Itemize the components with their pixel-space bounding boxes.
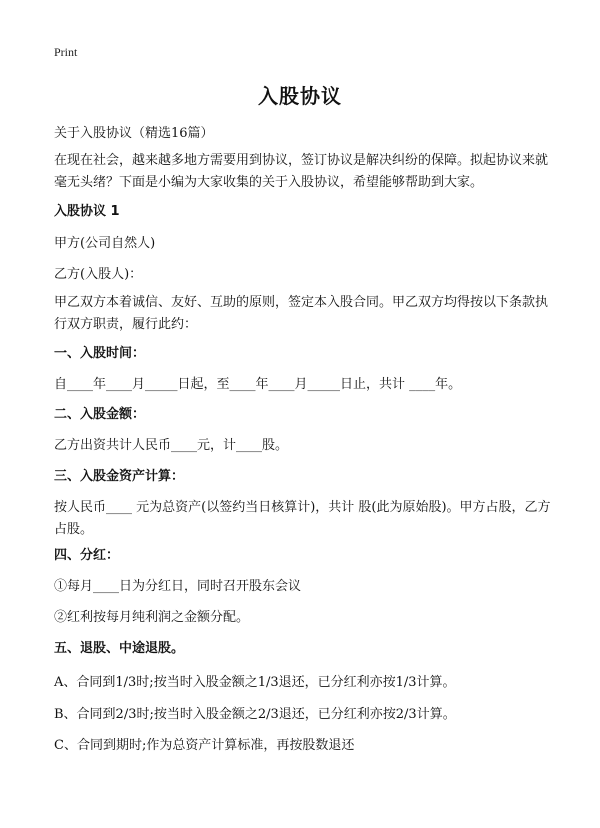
print-label: Print xyxy=(54,45,78,59)
clause4-item-1: ①每月____日为分红日，同时召开股东会议 xyxy=(54,579,302,594)
clause2-heading: 二、入股金额： xyxy=(54,407,146,422)
document-title: 入股协议 xyxy=(258,84,342,108)
clause2-text: 乙方出资共计人民币____元，计____股。 xyxy=(54,438,289,453)
party-b: 乙方(入股人)： xyxy=(54,267,143,282)
clause4-item-2: ②红利按每月纯利润之金额分配。 xyxy=(54,610,250,625)
clause5-item-b: B、合同到2/3时;按当时入股金额之2/3退还，已分红利亦按2/3计算。 xyxy=(54,707,456,722)
preamble-paragraph: 甲乙双方本着诚信、友好、互助的原则，签定本入股合同。甲乙双方均得按以下条款执行双方职责，履行此约： xyxy=(54,295,549,332)
clause3-text: 按人民币____ 元为总资产(以签约当日核算计)，共计 股(此为原始股)。甲方占股，乙方占股。 xyxy=(54,500,551,537)
clause5-item-a: A、合同到1/3时;按当时入股金额之1/3退还，已分红利亦按1/3计算。 xyxy=(54,675,456,690)
clause4-heading: 四、分红： xyxy=(54,548,120,563)
clause5-heading: 五、退股、中途退股。 xyxy=(54,641,185,656)
clause1-heading: 一、入股时间： xyxy=(54,346,146,361)
clause3-heading: 三、入股金资产计算： xyxy=(54,469,185,484)
section-title: 入股协议 1 xyxy=(54,204,120,219)
clause5-item-c: C、合同到期时;作为总资产计算标准，再按股数退还 xyxy=(54,738,355,753)
intro-paragraph: 在现在社会，越来越多地方需要用到协议，签订协议是解决纠纷的保障。拟起协议来就毫无头绪？下面是小编为大家收集的关于入股协议，希望能够帮助到大家。 xyxy=(54,153,549,190)
clause1-text: 自____年____月_____日起，至____年____月_____日止，共计 ____年。 xyxy=(54,377,462,392)
party-a: 甲方(公司自然人) xyxy=(54,236,156,251)
document-subtitle: 关于入股协议（精选16篇） xyxy=(54,126,214,141)
